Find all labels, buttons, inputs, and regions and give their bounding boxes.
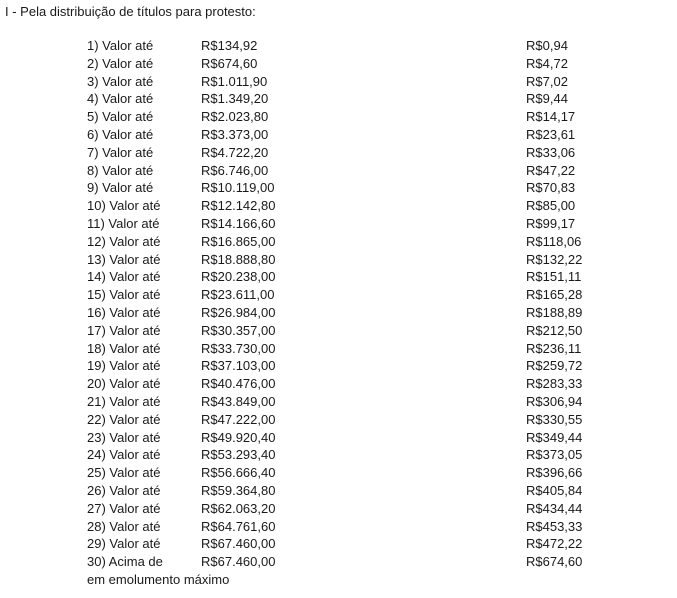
row-fee-value: R$23,61 xyxy=(526,126,576,142)
row-limit-value: R$20.238,00 xyxy=(201,269,276,285)
row-limit-value: R$64.761,60 xyxy=(201,518,276,534)
row-limit-value: R$18.888,80 xyxy=(201,251,276,267)
row-limit-value: R$23.611,00 xyxy=(201,287,275,303)
table-row xyxy=(87,482,607,500)
row-limit-value: R$6.746,00 xyxy=(201,162,269,178)
table-row xyxy=(87,464,607,482)
table-row xyxy=(87,500,607,518)
fee-table xyxy=(87,37,607,571)
row-fee-value: R$396,66 xyxy=(526,465,583,481)
row-label: 6) Valor até xyxy=(87,126,154,142)
row-label: 17) Valor até xyxy=(87,322,161,338)
table-row xyxy=(87,179,607,197)
row-fee-value: R$118,06 xyxy=(526,233,582,249)
table-row xyxy=(87,286,607,304)
row-label: 3) Valor até xyxy=(87,73,154,89)
row-fee-value: R$188,89 xyxy=(526,304,583,320)
row-label: 7) Valor até xyxy=(87,144,154,160)
row-limit-value: R$4.722,20 xyxy=(201,144,269,160)
row-limit-value: R$26.984,00 xyxy=(201,304,276,320)
row-label: 19) Valor até xyxy=(87,358,161,374)
table-row xyxy=(87,90,607,108)
footer-note: em emolumento máximo xyxy=(87,572,230,587)
row-limit-value: R$33.730,00 xyxy=(201,340,276,356)
row-limit-value: R$62.063,20 xyxy=(201,500,276,516)
row-label: 20) Valor até xyxy=(87,376,161,392)
row-limit-value: R$49.920,40 xyxy=(201,429,276,445)
row-label: 27) Valor até xyxy=(87,500,161,516)
row-label: 2) Valor até xyxy=(87,55,154,71)
row-fee-value: R$70,83 xyxy=(526,180,576,196)
row-fee-value: R$14,17 xyxy=(526,109,576,125)
row-fee-value: R$236,11 xyxy=(526,340,582,356)
row-fee-value: R$165,28 xyxy=(526,287,583,303)
table-row xyxy=(87,108,607,126)
row-label: 23) Valor até xyxy=(87,429,161,445)
table-row xyxy=(87,535,607,553)
row-limit-value: R$67.460,00 xyxy=(201,536,276,552)
row-fee-value: R$306,94 xyxy=(526,393,583,409)
row-label: 26) Valor até xyxy=(87,482,161,498)
row-fee-value: R$434,44 xyxy=(526,500,583,516)
row-fee-value: R$33,06 xyxy=(526,144,576,160)
row-label: 10) Valor até xyxy=(87,198,161,214)
row-fee-value: R$472,22 xyxy=(526,536,583,552)
row-fee-value: R$212,50 xyxy=(526,322,583,338)
row-fee-value: R$330,55 xyxy=(526,411,583,427)
table-row xyxy=(87,144,607,162)
table-row xyxy=(87,197,607,215)
row-label: 24) Valor até xyxy=(87,447,161,463)
row-limit-value: R$14.166,60 xyxy=(201,215,276,231)
table-row xyxy=(87,518,607,536)
row-label: 9) Valor até xyxy=(87,180,154,196)
table-row xyxy=(87,268,607,286)
table-row xyxy=(87,37,607,55)
row-label: 5) Valor até xyxy=(87,109,154,125)
row-label: 1) Valor até xyxy=(87,38,154,53)
table-row xyxy=(87,215,607,233)
row-fee-value: R$99,17 xyxy=(526,215,576,231)
row-limit-value: R$47.222,00 xyxy=(201,411,276,427)
row-limit-value: R$30.357,00 xyxy=(201,322,276,338)
table-row xyxy=(87,340,607,358)
row-limit-value: R$1.011,90 xyxy=(201,73,268,89)
row-label: 15) Valor até xyxy=(87,287,161,303)
row-fee-value: R$349,44 xyxy=(526,429,583,445)
row-limit-value: R$134,92 xyxy=(201,38,258,53)
row-limit-value: R$37.103,00 xyxy=(201,358,276,374)
table-row xyxy=(87,251,607,269)
row-label: 11) Valor até xyxy=(87,215,160,231)
table-row xyxy=(87,411,607,429)
row-fee-value: R$9,44 xyxy=(526,91,568,107)
row-label: 29) Valor até xyxy=(87,536,161,552)
table-row xyxy=(87,553,607,571)
row-fee-value: R$453,33 xyxy=(526,518,583,534)
row-limit-value: R$10.119,00 xyxy=(201,180,275,196)
row-limit-value: R$1.349,20 xyxy=(201,91,269,107)
row-label: 28) Valor até xyxy=(87,518,161,534)
row-label: 14) Valor até xyxy=(87,269,161,285)
row-limit-value: R$12.142,80 xyxy=(201,198,276,214)
row-label: 25) Valor até xyxy=(87,465,161,481)
table-row xyxy=(87,126,607,144)
row-fee-value: R$4,72 xyxy=(526,55,568,71)
row-label: 30) Acima de xyxy=(87,554,163,570)
row-fee-value: R$7,02 xyxy=(526,73,568,89)
table-row xyxy=(87,55,607,73)
row-label: 21) Valor até xyxy=(87,393,161,409)
row-fee-value: R$132,22 xyxy=(526,251,583,267)
row-limit-value: R$43.849,00 xyxy=(201,393,276,409)
row-limit-value: R$67.460,00 xyxy=(201,554,276,570)
row-fee-value: R$151,11 xyxy=(526,269,582,285)
table-row xyxy=(87,304,607,322)
table-row xyxy=(87,357,607,375)
table-row xyxy=(87,322,607,340)
table-row xyxy=(87,446,607,464)
row-fee-value: R$283,33 xyxy=(526,376,583,392)
row-label: 22) Valor até xyxy=(87,411,161,427)
row-label: 16) Valor até xyxy=(87,304,161,320)
row-label: 4) Valor até xyxy=(87,91,154,107)
section-heading: I - Pela distribuição de títulos para protesto: xyxy=(5,4,256,19)
row-fee-value: R$373,05 xyxy=(526,447,583,463)
table-row xyxy=(87,233,607,251)
row-limit-value: R$16.865,00 xyxy=(201,233,276,249)
table-row xyxy=(87,393,607,411)
row-limit-value: R$56.666,40 xyxy=(201,465,276,481)
row-label: 8) Valor até xyxy=(87,162,154,178)
row-fee-value: R$674,60 xyxy=(526,554,583,570)
row-limit-value: R$674,60 xyxy=(201,55,258,71)
row-fee-value: R$0,94 xyxy=(526,38,568,53)
row-label: 18) Valor até xyxy=(87,340,161,356)
table-row xyxy=(87,429,607,447)
row-limit-value: R$40.476,00 xyxy=(201,376,276,392)
table-row xyxy=(87,73,607,91)
row-label: 13) Valor até xyxy=(87,251,161,267)
row-limit-value: R$2.023,80 xyxy=(201,109,269,125)
row-limit-value: R$59.364,80 xyxy=(201,482,276,498)
row-limit-value: R$3.373,00 xyxy=(201,126,269,142)
table-row xyxy=(87,375,607,393)
row-fee-value: R$259,72 xyxy=(526,358,583,374)
row-fee-value: R$85,00 xyxy=(526,198,576,214)
table-row xyxy=(87,162,607,180)
row-limit-value: R$53.293,40 xyxy=(201,447,276,463)
row-fee-value: R$47,22 xyxy=(526,162,576,178)
row-fee-value: R$405,84 xyxy=(526,482,583,498)
row-label: 12) Valor até xyxy=(87,233,161,249)
